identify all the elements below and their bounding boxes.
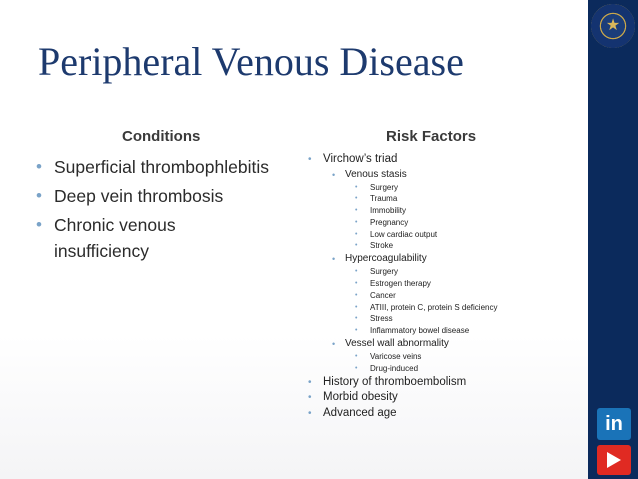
risk-detail: • Surgery [355,267,399,277]
risk-subitem: • Vessel wall abnormality [332,338,449,350]
bullet-icon: • [36,157,42,176]
risk-detail: • Varicose veins [355,352,422,362]
risk-detail: • Immobility [355,206,407,216]
risk-detail: • Low cardiac output [355,229,438,239]
risk-detail: • Stress [355,314,393,324]
risk-detail: • Surgery [355,182,399,192]
risk-detail: • Drug-induced [355,363,419,373]
seal-logo-icon: ★ [591,4,635,48]
risk-detail: • Inflammatory bowel disease [355,326,470,336]
risk-detail: • Cancer [355,290,396,300]
risk-item: • History of thromboembolism [308,375,467,388]
condition-item: • Chronic venous insufficiency [34,212,274,264]
risk-factors-list [308,152,583,421]
risk-detail: • Stroke [355,241,394,251]
risk-item: • Virchow’s triad [308,153,398,165]
risk-subitem: • Venous stasis [332,168,407,180]
risk-detail: • ATIII, protein C, protein S deficiency [355,302,498,312]
risk-detail: • Estrogen therapy [355,279,431,289]
risk-subitem: • Hypercoagulability [332,253,427,265]
linkedin-icon[interactable]: in [597,408,631,440]
bullet-icon: • [36,186,42,205]
risk-item: • Advanced age [308,406,397,419]
conditions-list [34,154,274,267]
condition-item: • Deep vein thrombosis [34,183,274,209]
risk-detail: • Pregnancy [355,217,409,227]
youtube-play-icon[interactable] [597,445,631,475]
slide-title: Peripheral Venous Disease [38,39,464,84]
risk-item: • Morbid obesity [308,391,398,404]
risk-detail: • Trauma [355,194,398,204]
condition-item: • Superficial thrombophlebitis [34,154,274,180]
conditions-heading: Conditions [122,128,201,145]
bullet-icon: • [36,215,42,234]
risk-factors-heading: Risk Factors [386,128,477,145]
